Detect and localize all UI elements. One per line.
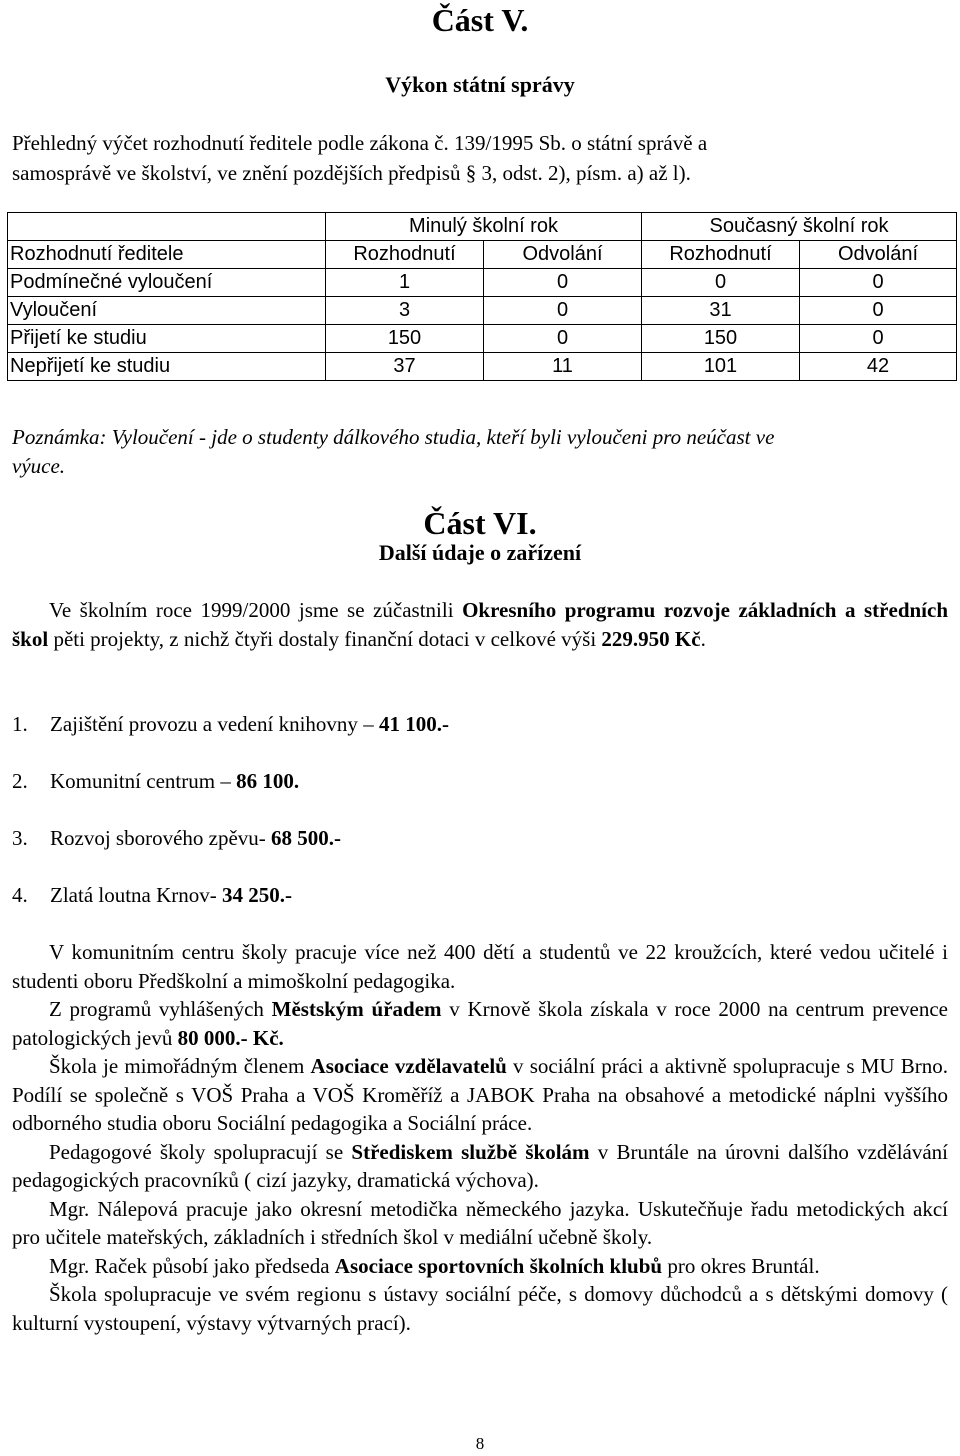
table-row bbox=[8, 297, 957, 325]
table-row bbox=[8, 325, 957, 353]
paragraph-association bbox=[12, 1052, 948, 1138]
paragraph-community-center: V komunitním centru školy pracuje více než 400 dětí a studentů ve 22 kroužcích, které vedou učitelé i studenti oboru Předškolní a mimoškolní pedagogika. bbox=[12, 940, 948, 993]
table-cell: 1 bbox=[326, 269, 484, 297]
part-v-subtitle: Výkon státní správy bbox=[385, 72, 575, 97]
table-cell: 3 bbox=[326, 297, 484, 325]
p4-text: v sociální práci a aktivně spolupracuje s MU Brno. Podílí se společně s VOŠ Praha a VOŠ Kroměříž a JABOK Praha na obsahové a metodické náplni vyššího odborného studia oboru Sociální pedagogika a Sociální práce. bbox=[12, 1054, 948, 1135]
paragraph-teachers bbox=[12, 1138, 948, 1195]
paragraph-city-office bbox=[12, 995, 948, 1052]
page-number: 8 bbox=[475, 1434, 485, 1453]
part-vi-subtitle: Další údaje o zařízení bbox=[378, 540, 582, 565]
table-note bbox=[12, 423, 948, 481]
city-office-name: Městským úřadem bbox=[271, 997, 442, 1021]
list-item-number: 4. bbox=[12, 883, 28, 907]
table-cell: 0 bbox=[800, 269, 957, 297]
program-paragraph bbox=[12, 596, 948, 653]
table-cell: 150 bbox=[326, 325, 484, 353]
table-cell: 11 bbox=[484, 353, 642, 381]
table-cell: 101 bbox=[642, 353, 800, 381]
table-cell: 37 bbox=[326, 353, 484, 381]
p5-text: Pedagogové školy spolupracují se bbox=[49, 1139, 352, 1164]
intro-line-2: samosprávě ve školství, ve znění pozdějších předpisů § 3, odst. 2), písm. a) až l). bbox=[12, 161, 691, 185]
intro-line-1: Přehledný výčet rozhodnutí ředitele podle zákona č. 139/1995 Sb. o státní správě a bbox=[12, 131, 708, 155]
note-line-1: Poznámka: Vyloučení - jde o studenty dálkového studia, kteří byli vyloučeni pro neúčast ve bbox=[12, 425, 775, 449]
list-item-dash: – bbox=[363, 712, 379, 736]
table-cell: Nepřijetí ke studiu bbox=[8, 353, 326, 381]
list-item bbox=[12, 826, 912, 851]
list-item-text: Komunitní centrum bbox=[50, 769, 221, 793]
group-header-last-year: Minulý školní rok bbox=[326, 213, 642, 241]
list-item-amount: 41 100.- bbox=[378, 712, 449, 736]
list-item-text: Rozvoj sborového zpěvu- bbox=[50, 826, 272, 850]
table-cell: Přijetí ke studiu bbox=[8, 325, 326, 353]
table-cell: 31 bbox=[642, 297, 800, 325]
association-name: Asociace vzdělavatelů bbox=[310, 1054, 507, 1078]
table-cell: Podmínečné vyloučení bbox=[8, 269, 326, 297]
list-item-amount: 68 500.- bbox=[271, 826, 342, 850]
p1-text: pěti projekty, z nichž čtyři dostaly finanční dotaci v celkové výši bbox=[48, 626, 602, 651]
grant-amount: 80 000.- Kč. bbox=[177, 1025, 284, 1050]
paragraph-racek bbox=[12, 1252, 948, 1281]
column-header: Rozhodnutí ředitele bbox=[8, 241, 326, 269]
center-name: Střediskem službě školám bbox=[351, 1139, 590, 1164]
total-amount: 229.950 Kč bbox=[601, 626, 701, 651]
table-row bbox=[8, 269, 957, 297]
table-cell: 0 bbox=[642, 269, 800, 297]
part-vi-title: Část VI. bbox=[423, 505, 537, 541]
table-column-header-row bbox=[8, 241, 957, 269]
table-group-header-row bbox=[8, 213, 957, 241]
table-cell: 0 bbox=[800, 297, 957, 325]
list-item-text: Zlatá loutna Krnov- bbox=[50, 883, 223, 907]
list-item-number: 1. bbox=[12, 712, 28, 736]
p3-text: v Krnově škola získala v roce 2000 na centrum prevence patologických jevů bbox=[12, 997, 948, 1050]
table-cell: 0 bbox=[484, 325, 642, 353]
list-item-number: 2. bbox=[12, 769, 28, 793]
table-corner-cell bbox=[8, 213, 326, 241]
p7-text: pro okres Bruntál. bbox=[662, 1253, 820, 1278]
column-header: Odvolání bbox=[800, 241, 957, 269]
p1-text: . bbox=[700, 626, 706, 651]
list-item-text: Zajištění provozu a vedení knihovny bbox=[50, 712, 364, 736]
list-item-dash: – bbox=[220, 769, 237, 793]
p1-text: Ve školním roce 1999/2000 jsme se zúčastnili bbox=[49, 598, 463, 622]
list-item-number: 3. bbox=[12, 826, 28, 850]
program-name: Okresního programu rozvoje základních a středních škol bbox=[12, 598, 949, 651]
p5-text: v Bruntále na úrovni dalšího vzdělávání pedagogických pracovníků ( cizí jazyky, dramatická výchova). bbox=[12, 1139, 949, 1192]
list-item bbox=[12, 769, 912, 794]
paragraph-regional: Škola spolupracuje ve svém regionu s ústavy sociální péče, s domovy důchodců a s dětskými domovy ( kulturní vystoupení, výstavy výtvarných prací). bbox=[12, 1282, 948, 1335]
paragraph-nalepova: Mgr. Nálepová pracuje jako okresní metodička německého jazyka. Uskutečňuje řadu metodických akcí pro učitele mateřských, základních i středních škol v mediální učebně školy. bbox=[12, 1196, 948, 1249]
sports-association-name: Asociace sportovních školních klubů bbox=[334, 1253, 663, 1278]
p3-text: Z programů vyhlášených bbox=[49, 997, 272, 1021]
column-header: Odvolání bbox=[484, 241, 642, 269]
group-header-current-year: Současný školní rok bbox=[642, 213, 957, 241]
table-cell: 0 bbox=[484, 269, 642, 297]
list-item-amount: 86 100. bbox=[236, 769, 300, 793]
p4-text: Škola je mimořádným členem bbox=[49, 1054, 311, 1078]
table-row bbox=[8, 353, 957, 381]
body-paragraphs bbox=[12, 938, 948, 1337]
table-cell: 150 bbox=[642, 325, 800, 353]
list-item bbox=[12, 712, 912, 737]
table-cell: 0 bbox=[800, 325, 957, 353]
column-header: Rozhodnutí bbox=[326, 241, 484, 269]
column-header: Rozhodnutí bbox=[642, 241, 800, 269]
p7-text: Mgr. Raček působí jako předseda bbox=[49, 1253, 335, 1278]
list-item-amount: 34 250.- bbox=[222, 883, 293, 907]
intro-text bbox=[12, 128, 707, 188]
table-cell: Vyloučení bbox=[8, 297, 326, 325]
note-line-2: výuce. bbox=[12, 454, 66, 478]
list-item bbox=[12, 883, 912, 908]
part-v-title: Část V. bbox=[431, 2, 529, 38]
decisions-table bbox=[7, 212, 957, 381]
table-cell: 42 bbox=[800, 353, 957, 381]
table-cell: 0 bbox=[484, 297, 642, 325]
